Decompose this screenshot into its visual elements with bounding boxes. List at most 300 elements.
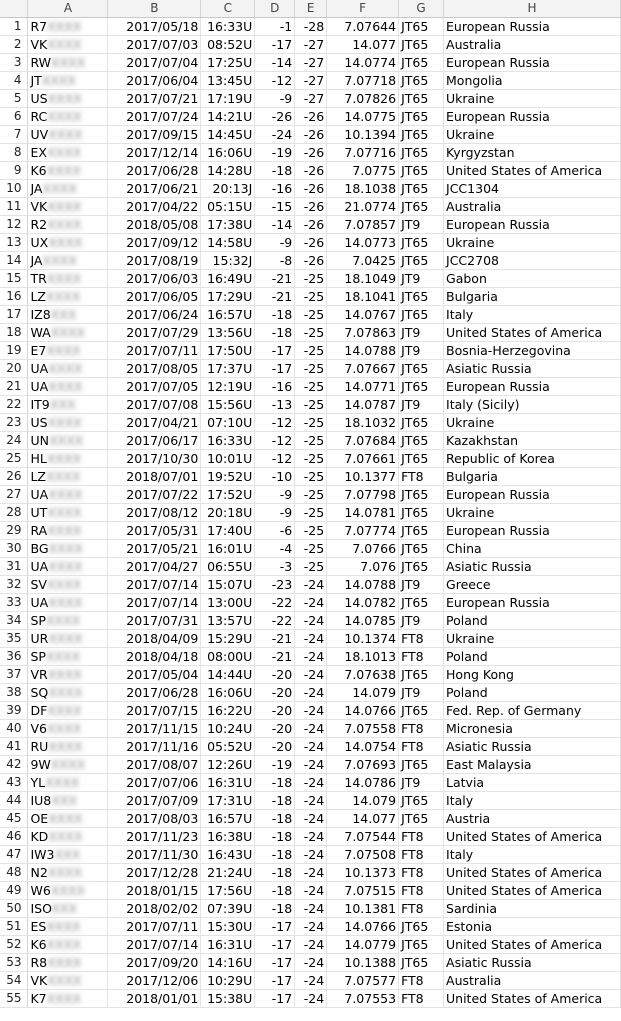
cell-e[interactable]: -25 — [295, 432, 327, 450]
cell-d[interactable]: -17 — [255, 972, 295, 990]
cell-mode[interactable]: JT65 — [399, 18, 444, 36]
cell-date[interactable]: 2017/08/05 — [108, 360, 201, 378]
cell-mode[interactable]: JT65 — [399, 72, 444, 90]
cell-frequency[interactable]: 7.0766 — [327, 540, 399, 558]
cell-time[interactable]: 08:52U — [201, 36, 255, 54]
row-number[interactable]: 2 — [0, 36, 28, 54]
cell-country[interactable]: East Malaysia — [444, 756, 621, 774]
cell-time[interactable]: 15:32J — [201, 252, 255, 270]
cell-date[interactable]: 2017/07/14 — [108, 594, 201, 612]
row-number[interactable]: 42 — [0, 756, 28, 774]
cell-date[interactable]: 2017/12/06 — [108, 972, 201, 990]
cell-country[interactable]: China — [444, 540, 621, 558]
cell-frequency[interactable]: 14.0766 — [327, 918, 399, 936]
cell-frequency[interactable]: 7.07553 — [327, 990, 399, 1008]
cell-mode[interactable]: JT65 — [399, 504, 444, 522]
cell-mode[interactable]: FT8 — [399, 846, 444, 864]
cell-d[interactable]: -19 — [255, 144, 295, 162]
row-number[interactable]: 9 — [0, 162, 28, 180]
select-all-corner[interactable] — [0, 0, 28, 18]
cell-frequency[interactable]: 18.1049 — [327, 270, 399, 288]
cell-date[interactable]: 2017/04/27 — [108, 558, 201, 576]
cell-callsign[interactable] — [28, 36, 108, 54]
cell-e[interactable]: -24 — [295, 846, 327, 864]
cell-mode[interactable]: JT65 — [399, 108, 444, 126]
cell-frequency[interactable]: 7.07693 — [327, 756, 399, 774]
row-number[interactable]: 21 — [0, 378, 28, 396]
cell-mode[interactable]: FT8 — [399, 828, 444, 846]
cell-d[interactable]: -15 — [255, 198, 295, 216]
cell-d[interactable]: -10 — [255, 468, 295, 486]
cell-date[interactable]: 2018/05/08 — [108, 216, 201, 234]
cell-country[interactable]: Italy — [444, 306, 621, 324]
cell-date[interactable]: 2017/06/28 — [108, 684, 201, 702]
cell-mode[interactable]: JT65 — [399, 306, 444, 324]
cell-frequency[interactable]: 14.0786 — [327, 774, 399, 792]
cell-d[interactable]: -12 — [255, 72, 295, 90]
cell-country[interactable]: Italy (Sicily) — [444, 396, 621, 414]
row-number[interactable]: 24 — [0, 432, 28, 450]
cell-callsign[interactable] — [28, 486, 108, 504]
cell-mode[interactable]: JT9 — [399, 216, 444, 234]
cell-d[interactable]: -4 — [255, 540, 295, 558]
cell-time[interactable]: 17:52U — [201, 486, 255, 504]
cell-callsign[interactable] — [28, 378, 108, 396]
cell-mode[interactable]: JT9 — [399, 576, 444, 594]
cell-frequency[interactable]: 7.07667 — [327, 360, 399, 378]
cell-mode[interactable]: FT8 — [399, 648, 444, 666]
column-header-h[interactable]: H — [444, 0, 621, 18]
cell-d[interactable]: -18 — [255, 882, 295, 900]
cell-time[interactable]: 07:39U — [201, 900, 255, 918]
row-number[interactable]: 17 — [0, 306, 28, 324]
cell-mode[interactable]: JT9 — [399, 774, 444, 792]
cell-frequency[interactable]: 7.07515 — [327, 882, 399, 900]
cell-callsign[interactable] — [28, 162, 108, 180]
cell-e[interactable]: -24 — [295, 594, 327, 612]
cell-e[interactable]: -25 — [295, 522, 327, 540]
row-number[interactable]: 11 — [0, 198, 28, 216]
cell-country[interactable]: Fed. Rep. of Germany — [444, 702, 621, 720]
cell-e[interactable]: -25 — [295, 504, 327, 522]
cell-frequency[interactable]: 10.1388 — [327, 954, 399, 972]
cell-d[interactable]: -20 — [255, 702, 295, 720]
cell-e[interactable]: -24 — [295, 774, 327, 792]
cell-frequency[interactable]: 7.076 — [327, 558, 399, 576]
cell-country[interactable]: United States of America — [444, 162, 621, 180]
cell-mode[interactable]: FT8 — [399, 720, 444, 738]
column-header-f[interactable]: F — [327, 0, 399, 18]
cell-country[interactable]: European Russia — [444, 378, 621, 396]
cell-time[interactable]: 14:16U — [201, 954, 255, 972]
row-number[interactable]: 34 — [0, 612, 28, 630]
cell-d[interactable]: -22 — [255, 612, 295, 630]
cell-callsign[interactable] — [28, 540, 108, 558]
cell-d[interactable]: -12 — [255, 414, 295, 432]
cell-callsign[interactable] — [28, 576, 108, 594]
cell-e[interactable]: -26 — [295, 108, 327, 126]
cell-e[interactable]: -25 — [295, 306, 327, 324]
row-number[interactable]: 14 — [0, 252, 28, 270]
cell-callsign[interactable] — [28, 558, 108, 576]
cell-time[interactable]: 19:52U — [201, 468, 255, 486]
row-number[interactable]: 51 — [0, 918, 28, 936]
row-number[interactable]: 48 — [0, 864, 28, 882]
cell-e[interactable]: -27 — [295, 90, 327, 108]
cell-date[interactable]: 2017/05/31 — [108, 522, 201, 540]
cell-time[interactable]: 17:19U — [201, 90, 255, 108]
row-number[interactable]: 37 — [0, 666, 28, 684]
cell-country[interactable]: Mongolia — [444, 72, 621, 90]
cell-time[interactable]: 16:31U — [201, 936, 255, 954]
cell-time[interactable]: 16:43U — [201, 846, 255, 864]
cell-date[interactable]: 2017/08/12 — [108, 504, 201, 522]
cell-d[interactable]: -18 — [255, 810, 295, 828]
cell-country[interactable]: Bosnia-Herzegovina — [444, 342, 621, 360]
cell-frequency[interactable]: 10.1394 — [327, 126, 399, 144]
cell-d[interactable]: -18 — [255, 828, 295, 846]
cell-e[interactable]: -24 — [295, 882, 327, 900]
cell-callsign[interactable] — [28, 360, 108, 378]
cell-d[interactable]: -17 — [255, 954, 295, 972]
cell-callsign[interactable] — [28, 306, 108, 324]
row-number[interactable]: 39 — [0, 702, 28, 720]
cell-date[interactable]: 2018/04/18 — [108, 648, 201, 666]
cell-e[interactable]: -26 — [295, 144, 327, 162]
cell-callsign[interactable] — [28, 288, 108, 306]
cell-country[interactable]: Kyrgyzstan — [444, 144, 621, 162]
cell-callsign[interactable] — [28, 450, 108, 468]
cell-e[interactable]: -24 — [295, 630, 327, 648]
cell-country[interactable]: JCC1304 — [444, 180, 621, 198]
cell-mode[interactable]: JT9 — [399, 612, 444, 630]
cell-mode[interactable]: JT65 — [399, 198, 444, 216]
cell-date[interactable]: 2018/02/02 — [108, 900, 201, 918]
cell-callsign[interactable] — [28, 864, 108, 882]
cell-frequency[interactable]: 18.1013 — [327, 648, 399, 666]
row-number[interactable]: 47 — [0, 846, 28, 864]
cell-callsign[interactable] — [28, 180, 108, 198]
cell-d[interactable]: -14 — [255, 54, 295, 72]
cell-frequency[interactable]: 7.07508 — [327, 846, 399, 864]
cell-frequency[interactable]: 14.0774 — [327, 54, 399, 72]
row-number[interactable]: 22 — [0, 396, 28, 414]
row-number[interactable]: 49 — [0, 882, 28, 900]
cell-date[interactable]: 2017/07/06 — [108, 774, 201, 792]
cell-mode[interactable]: FT8 — [399, 630, 444, 648]
row-number[interactable]: 32 — [0, 576, 28, 594]
cell-country[interactable]: Bulgaria — [444, 468, 621, 486]
cell-callsign[interactable] — [28, 198, 108, 216]
cell-date[interactable]: 2017/07/09 — [108, 792, 201, 810]
row-number[interactable]: 3 — [0, 54, 28, 72]
cell-frequency[interactable]: 14.077 — [327, 810, 399, 828]
cell-date[interactable]: 2017/06/17 — [108, 432, 201, 450]
cell-callsign[interactable] — [28, 234, 108, 252]
cell-e[interactable]: -25 — [295, 486, 327, 504]
cell-date[interactable]: 2017/07/08 — [108, 396, 201, 414]
cell-e[interactable]: -25 — [295, 288, 327, 306]
cell-callsign[interactable] — [28, 774, 108, 792]
cell-date[interactable]: 2017/04/21 — [108, 414, 201, 432]
cell-d[interactable]: -17 — [255, 342, 295, 360]
cell-country[interactable]: Greece — [444, 576, 621, 594]
cell-date[interactable]: 2018/01/01 — [108, 990, 201, 1008]
cell-country[interactable]: United States of America — [444, 828, 621, 846]
cell-d[interactable]: -12 — [255, 450, 295, 468]
cell-time[interactable]: 15:30U — [201, 918, 255, 936]
cell-country[interactable]: United States of America — [444, 864, 621, 882]
cell-time[interactable]: 10:29U — [201, 972, 255, 990]
cell-mode[interactable]: JT65 — [399, 144, 444, 162]
cell-frequency[interactable]: 7.07774 — [327, 522, 399, 540]
cell-callsign[interactable] — [28, 504, 108, 522]
cell-callsign[interactable] — [28, 900, 108, 918]
cell-country[interactable]: Italy — [444, 846, 621, 864]
cell-e[interactable]: -27 — [295, 54, 327, 72]
cell-callsign[interactable] — [28, 666, 108, 684]
cell-mode[interactable]: JT65 — [399, 558, 444, 576]
cell-frequency[interactable]: 7.07544 — [327, 828, 399, 846]
cell-date[interactable]: 2017/06/05 — [108, 288, 201, 306]
cell-frequency[interactable]: 18.1032 — [327, 414, 399, 432]
cell-country[interactable]: Sardinia — [444, 900, 621, 918]
cell-callsign[interactable] — [28, 144, 108, 162]
cell-time[interactable]: 13:56U — [201, 324, 255, 342]
cell-time[interactable]: 13:45U — [201, 72, 255, 90]
cell-callsign[interactable] — [28, 720, 108, 738]
cell-date[interactable]: 2017/08/07 — [108, 756, 201, 774]
cell-time[interactable]: 13:57U — [201, 612, 255, 630]
cell-callsign[interactable] — [28, 630, 108, 648]
cell-date[interactable]: 2017/05/18 — [108, 18, 201, 36]
cell-time[interactable]: 10:24U — [201, 720, 255, 738]
cell-mode[interactable]: JT65 — [399, 432, 444, 450]
cell-d[interactable]: -20 — [255, 738, 295, 756]
cell-country[interactable]: Italy — [444, 792, 621, 810]
cell-callsign[interactable] — [28, 846, 108, 864]
cell-country[interactable]: Asiatic Russia — [444, 954, 621, 972]
cell-country[interactable]: Australia — [444, 198, 621, 216]
cell-date[interactable]: 2017/08/03 — [108, 810, 201, 828]
column-header-b[interactable]: B — [108, 0, 201, 18]
cell-frequency[interactable]: 21.0774 — [327, 198, 399, 216]
cell-time[interactable]: 15:56U — [201, 396, 255, 414]
cell-e[interactable]: -25 — [295, 558, 327, 576]
cell-time[interactable]: 15:38U — [201, 990, 255, 1008]
cell-date[interactable]: 2017/07/14 — [108, 936, 201, 954]
row-number[interactable]: 33 — [0, 594, 28, 612]
cell-date[interactable]: 2017/07/24 — [108, 108, 201, 126]
cell-country[interactable]: United States of America — [444, 324, 621, 342]
cell-e[interactable]: -26 — [295, 198, 327, 216]
cell-country[interactable]: Ukraine — [444, 126, 621, 144]
cell-e[interactable]: -24 — [295, 720, 327, 738]
cell-d[interactable]: -21 — [255, 270, 295, 288]
cell-e[interactable]: -24 — [295, 648, 327, 666]
cell-callsign[interactable] — [28, 972, 108, 990]
cell-time[interactable]: 12:26U — [201, 756, 255, 774]
cell-mode[interactable]: FT8 — [399, 864, 444, 882]
cell-date[interactable]: 2017/05/04 — [108, 666, 201, 684]
cell-d[interactable]: -24 — [255, 126, 295, 144]
cell-frequency[interactable]: 7.07798 — [327, 486, 399, 504]
cell-country[interactable]: Ukraine — [444, 234, 621, 252]
cell-callsign[interactable] — [28, 90, 108, 108]
cell-country[interactable]: Hong Kong — [444, 666, 621, 684]
cell-e[interactable]: -24 — [295, 828, 327, 846]
cell-time[interactable]: 16:06U — [201, 684, 255, 702]
row-number[interactable]: 10 — [0, 180, 28, 198]
cell-time[interactable]: 14:21U — [201, 108, 255, 126]
cell-country[interactable]: Latvia — [444, 774, 621, 792]
cell-d[interactable]: -12 — [255, 432, 295, 450]
cell-date[interactable]: 2018/04/09 — [108, 630, 201, 648]
cell-frequency[interactable]: 14.0781 — [327, 504, 399, 522]
cell-date[interactable]: 2017/07/11 — [108, 342, 201, 360]
row-number[interactable]: 46 — [0, 828, 28, 846]
row-number[interactable]: 45 — [0, 810, 28, 828]
cell-frequency[interactable]: 14.0782 — [327, 594, 399, 612]
cell-time[interactable]: 08:00U — [201, 648, 255, 666]
cell-time[interactable]: 15:07U — [201, 576, 255, 594]
cell-time[interactable]: 17:50U — [201, 342, 255, 360]
cell-e[interactable]: -25 — [295, 468, 327, 486]
cell-d[interactable]: -9 — [255, 486, 295, 504]
cell-time[interactable]: 05:52U — [201, 738, 255, 756]
cell-date[interactable]: 2017/12/14 — [108, 144, 201, 162]
cell-e[interactable]: -25 — [295, 378, 327, 396]
cell-d[interactable]: -17 — [255, 936, 295, 954]
cell-mode[interactable]: JT65 — [399, 162, 444, 180]
cell-frequency[interactable]: 10.1381 — [327, 900, 399, 918]
cell-country[interactable]: Ukraine — [444, 504, 621, 522]
cell-d[interactable]: -18 — [255, 306, 295, 324]
cell-date[interactable]: 2017/06/24 — [108, 306, 201, 324]
cell-d[interactable]: -19 — [255, 756, 295, 774]
cell-callsign[interactable] — [28, 54, 108, 72]
row-number[interactable]: 50 — [0, 900, 28, 918]
row-number[interactable]: 54 — [0, 972, 28, 990]
cell-e[interactable]: -26 — [295, 216, 327, 234]
cell-date[interactable]: 2017/07/29 — [108, 324, 201, 342]
row-number[interactable]: 29 — [0, 522, 28, 540]
cell-mode[interactable]: FT8 — [399, 900, 444, 918]
cell-country[interactable]: European Russia — [444, 18, 621, 36]
cell-d[interactable]: -9 — [255, 234, 295, 252]
cell-callsign[interactable] — [28, 270, 108, 288]
cell-frequency[interactable]: 7.07577 — [327, 972, 399, 990]
cell-date[interactable]: 2017/10/30 — [108, 450, 201, 468]
cell-date[interactable]: 2017/07/31 — [108, 612, 201, 630]
cell-callsign[interactable] — [28, 414, 108, 432]
cell-e[interactable]: -24 — [295, 990, 327, 1008]
cell-d[interactable]: -23 — [255, 576, 295, 594]
cell-e[interactable]: -25 — [295, 360, 327, 378]
row-number[interactable]: 53 — [0, 954, 28, 972]
cell-date[interactable]: 2017/08/19 — [108, 252, 201, 270]
cell-callsign[interactable] — [28, 702, 108, 720]
cell-d[interactable]: -20 — [255, 684, 295, 702]
cell-date[interactable]: 2017/11/16 — [108, 738, 201, 756]
row-number[interactable]: 30 — [0, 540, 28, 558]
cell-mode[interactable]: JT65 — [399, 126, 444, 144]
cell-e[interactable]: -24 — [295, 738, 327, 756]
cell-mode[interactable]: JT9 — [399, 684, 444, 702]
cell-time[interactable]: 10:01U — [201, 450, 255, 468]
row-number[interactable]: 12 — [0, 216, 28, 234]
cell-mode[interactable]: JT65 — [399, 540, 444, 558]
cell-d[interactable]: -21 — [255, 630, 295, 648]
cell-d[interactable]: -9 — [255, 90, 295, 108]
row-number[interactable]: 6 — [0, 108, 28, 126]
cell-e[interactable]: -27 — [295, 36, 327, 54]
cell-time[interactable]: 07:10U — [201, 414, 255, 432]
cell-callsign[interactable] — [28, 810, 108, 828]
column-header-c[interactable]: C — [201, 0, 255, 18]
cell-frequency[interactable]: 14.0787 — [327, 396, 399, 414]
row-number[interactable]: 28 — [0, 504, 28, 522]
cell-mode[interactable]: JT65 — [399, 414, 444, 432]
row-number[interactable]: 27 — [0, 486, 28, 504]
cell-d[interactable]: -8 — [255, 252, 295, 270]
cell-frequency[interactable]: 14.0785 — [327, 612, 399, 630]
cell-date[interactable]: 2017/04/22 — [108, 198, 201, 216]
cell-frequency[interactable]: 7.07661 — [327, 450, 399, 468]
cell-e[interactable]: -24 — [295, 702, 327, 720]
cell-date[interactable]: 2017/06/21 — [108, 180, 201, 198]
row-number[interactable]: 38 — [0, 684, 28, 702]
cell-callsign[interactable] — [28, 828, 108, 846]
cell-date[interactable]: 2017/07/05 — [108, 378, 201, 396]
cell-callsign[interactable] — [28, 756, 108, 774]
cell-e[interactable]: -27 — [295, 72, 327, 90]
cell-frequency[interactable]: 14.077 — [327, 36, 399, 54]
row-number[interactable]: 7 — [0, 126, 28, 144]
cell-e[interactable]: -25 — [295, 540, 327, 558]
cell-country[interactable]: United States of America — [444, 882, 621, 900]
cell-callsign[interactable] — [28, 684, 108, 702]
cell-frequency[interactable]: 7.07857 — [327, 216, 399, 234]
cell-country[interactable]: Asiatic Russia — [444, 738, 621, 756]
cell-mode[interactable]: JT65 — [399, 918, 444, 936]
cell-mode[interactable]: JT65 — [399, 378, 444, 396]
cell-time[interactable]: 16:57U — [201, 306, 255, 324]
cell-time[interactable]: 20:18U — [201, 504, 255, 522]
cell-country[interactable]: European Russia — [444, 108, 621, 126]
cell-callsign[interactable] — [28, 918, 108, 936]
cell-time[interactable]: 17:25U — [201, 54, 255, 72]
cell-country[interactable]: Bulgaria — [444, 288, 621, 306]
row-number[interactable]: 5 — [0, 90, 28, 108]
cell-date[interactable]: 2017/09/20 — [108, 954, 201, 972]
row-number[interactable]: 19 — [0, 342, 28, 360]
cell-country[interactable]: Asiatic Russia — [444, 360, 621, 378]
cell-e[interactable]: -24 — [295, 954, 327, 972]
row-number[interactable]: 40 — [0, 720, 28, 738]
cell-date[interactable]: 2017/07/03 — [108, 36, 201, 54]
cell-frequency[interactable]: 18.1041 — [327, 288, 399, 306]
cell-country[interactable]: United States of America — [444, 990, 621, 1008]
cell-callsign[interactable] — [28, 468, 108, 486]
cell-callsign[interactable] — [28, 342, 108, 360]
cell-e[interactable]: -24 — [295, 756, 327, 774]
cell-callsign[interactable] — [28, 990, 108, 1008]
cell-d[interactable]: -22 — [255, 594, 295, 612]
cell-country[interactable]: European Russia — [444, 486, 621, 504]
cell-e[interactable]: -25 — [295, 396, 327, 414]
cell-callsign[interactable] — [28, 612, 108, 630]
